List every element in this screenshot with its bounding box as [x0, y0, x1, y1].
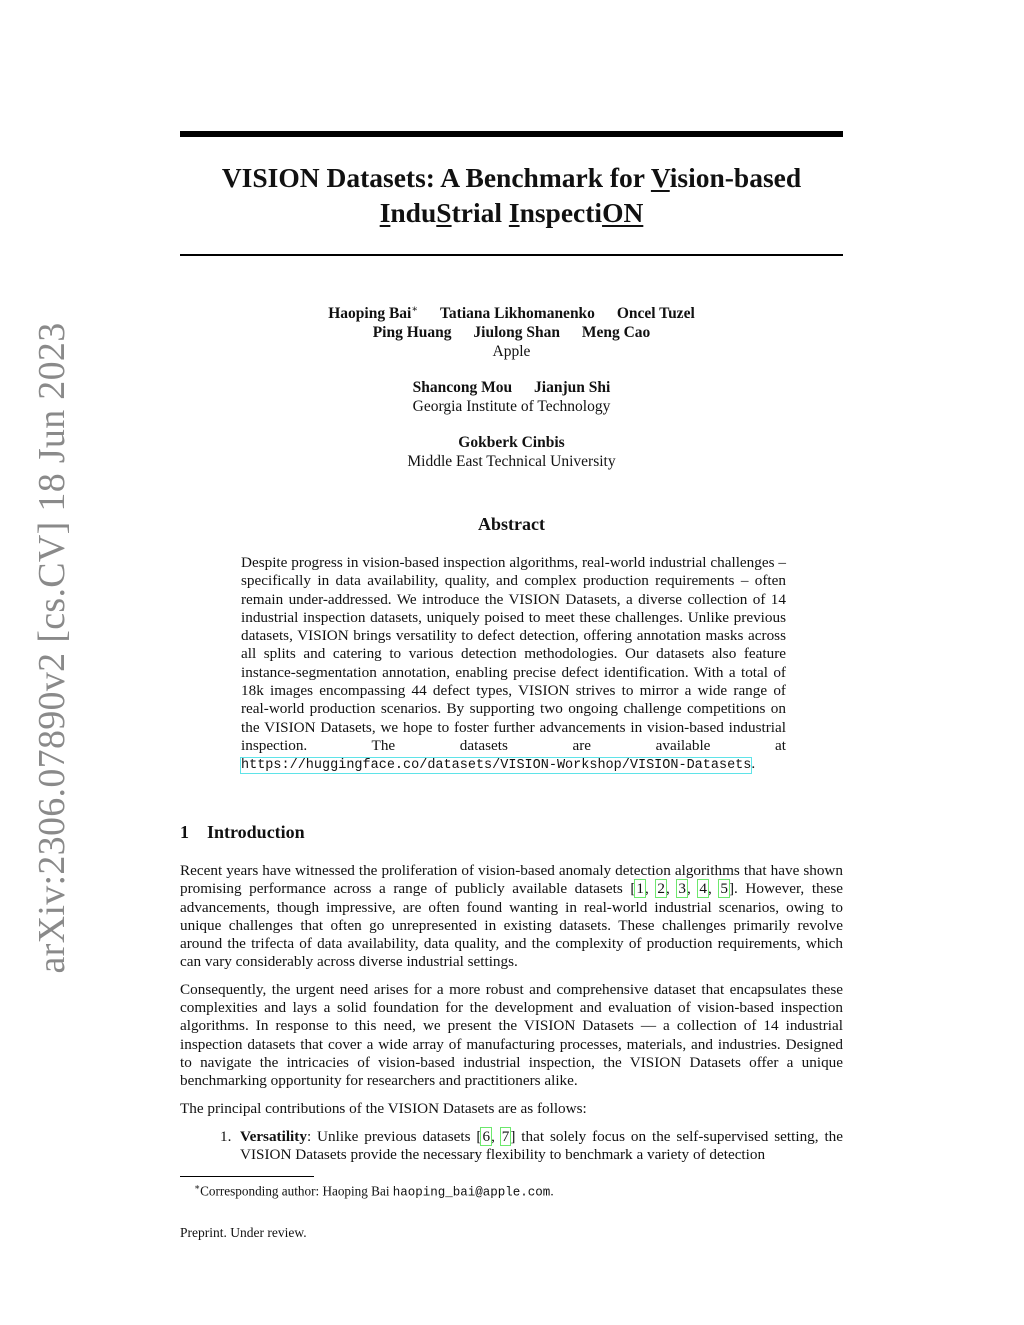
citation-link[interactable]: 2	[657, 880, 665, 898]
footnote	[194, 1182, 554, 1199]
footnote-text: Corresponding author: Haoping Bai	[200, 1183, 393, 1199]
citation-link[interactable]: 7	[501, 1127, 510, 1145]
title-text: trial	[451, 197, 509, 228]
title-text: VISION Datasets: A Benchmark for	[221, 162, 651, 193]
author-name: Meng Cao	[581, 324, 651, 342]
paper-title	[180, 160, 843, 230]
abstract-end: .	[751, 755, 756, 773]
author-name: Jiulong Shan	[473, 324, 560, 342]
author-list	[180, 300, 843, 488]
title-underline: ON	[602, 197, 644, 228]
intro-paragraph-2: Consequently, the urgent need arises for a more robust and comprehensive dataset that encapsulates these complexities and lays a solid foundation for the development and evaluation of vision-based inspection algorithms. In response to this need, we present the VISION Datasets — a collection of 14 industrial inspection datasets that cover a wide array of manufacturing processes, materials, and industries. Designed to navigate the intricacies of vision-based industrial inspection, the VISION Datasets offer a unique benchmarking opportunity for researchers and practitioners alike.	[180, 980, 843, 1090]
title-rule-bottom	[180, 254, 843, 256]
author-name-text: Haoping Bai	[328, 305, 412, 323]
intro-paragraph-3: The principal contributions of the VISION Datasets are as follows:	[180, 1099, 587, 1117]
footnote-mark: ∗	[194, 1182, 201, 1192]
author-star: ∗	[411, 304, 419, 315]
section-title: Introduction	[207, 822, 305, 842]
arxiv-stamp: arXiv:2306.07890v2 [cs.CV] 18 Jun 2023	[31, 322, 73, 974]
title-text: ndu	[390, 197, 437, 228]
title-underline: V	[650, 162, 670, 193]
affiliation: Middle East Technical University	[407, 453, 616, 471]
author-group-georgia-tech	[180, 378, 843, 416]
author-name: Tatiana Likhomanenko	[440, 305, 595, 323]
citation-link[interactable]: 5	[720, 880, 728, 898]
footnote-end: .	[550, 1183, 554, 1199]
title-text: ision-based	[669, 162, 802, 193]
abstract-body	[241, 554, 786, 776]
list-marker: 1.	[220, 1127, 232, 1145]
citation-link[interactable]: 3	[678, 880, 686, 898]
list-item-text: ] that solely focus on the self-supervised setting, the VISION Datasets provide the necessary flexibility to benchmark a variety of detection	[240, 1127, 843, 1164]
affiliation: Georgia Institute of Technology	[412, 398, 611, 416]
citation-link[interactable]: 4	[699, 880, 707, 898]
author-group-apple	[180, 300, 843, 361]
author-name: Jianjun Shi	[534, 379, 611, 397]
title-underline: I	[379, 197, 391, 228]
author-name: Oncel Tuzel	[616, 305, 695, 323]
intro-paragraph-1: Recent years have witnessed the proliferation of vision-based anomaly detection algorithms that have shown promising performance across a range of publicly available datasets [1, 2, 3, 4, 5]. However, these advancements, though impressive, are often found wanting in real-world industrial scenarios, owing to unique challenges that often go unrepresented in existing datasets. These challenges primarily revolve around the trifecta of data availability, data quality, and the complexity of production requirements, which can vary considerably across diverse industrial settings.	[180, 862, 844, 971]
abstract-heading: Abstract	[478, 514, 545, 534]
citation-link[interactable]: 1	[636, 880, 644, 898]
author-name: Gokberk Cinbis	[458, 434, 565, 452]
author-name	[328, 305, 418, 322]
intro-body	[180, 862, 843, 1164]
author-group-metu	[180, 433, 843, 471]
citation-link[interactable]: 6	[482, 1127, 491, 1145]
email-link[interactable]: haoping_bai@apple.com	[392, 1185, 551, 1200]
list-item: 1. Versatility: Unlike previous datasets [6, 7] that solely focus on the self-supervised setting, the VISION Datasets provide the necessary flexibility to benchmark a variety of detection	[220, 1127, 843, 1164]
affiliation: Apple	[492, 343, 531, 361]
title-underline: S	[436, 197, 452, 228]
list-item-bold: Versatility	[240, 1127, 307, 1145]
section-heading	[180, 822, 305, 843]
title-underline: I	[508, 197, 520, 228]
title-rule-top	[180, 131, 843, 137]
dataset-link[interactable]: https://huggingface.co/datasets/VISION-Workshop/VISION-Datasets	[241, 758, 752, 774]
paragraph-text: ]. However, these advancements, though impressive, are often found wanting in real-world industrial scenarios, owing to unique challenges that often go unrepresented in existing datasets. These challenges primarily revolve around the trifecta of data availability, data quality, and the complexity of production requirements, which can vary considerably across diverse industrial settings.	[180, 880, 844, 971]
abstract-text: Despite progress in vision-based inspection algorithms, real-world industrial challenges – specifically in data availability, quality, and complex production requirements – often remain under-addressed. We introduce the VISION Datasets, a diverse collection of 14 industrial inspection datasets, uniquely poised to meet these challenges. Unlike previous datasets, VISION brings versatility to defect detection, offering annotation masks across all splits and catering to various detection methodologies. Our datasets also feature instance-segmentation annotation, enabling precise defect identification. With a total of 18k images encompassing 44 defect types, VISION strives to mirror a wide range of real-world production scenarios. By supporting two ongoing challenge competitions on the VISION Datasets, we hope to foster further advancements in vision-based industrial inspection. The datasets are available at	[241, 554, 786, 754]
author-name: Ping Huang	[372, 324, 452, 342]
author-name: Shancong Mou	[412, 379, 513, 397]
list-item-text: : Unlike previous datasets [	[306, 1127, 482, 1145]
section-number: 1	[180, 822, 189, 842]
paragraph-text: Recent years have witnessed the proliferation of vision-based anomaly detection algorithms that have shown promising performance across a range of publicly available datasets [	[180, 862, 843, 898]
preprint-note: Preprint. Under review.	[180, 1225, 307, 1240]
footnote-rule	[180, 1176, 314, 1177]
title-text: nspecti	[519, 197, 603, 228]
